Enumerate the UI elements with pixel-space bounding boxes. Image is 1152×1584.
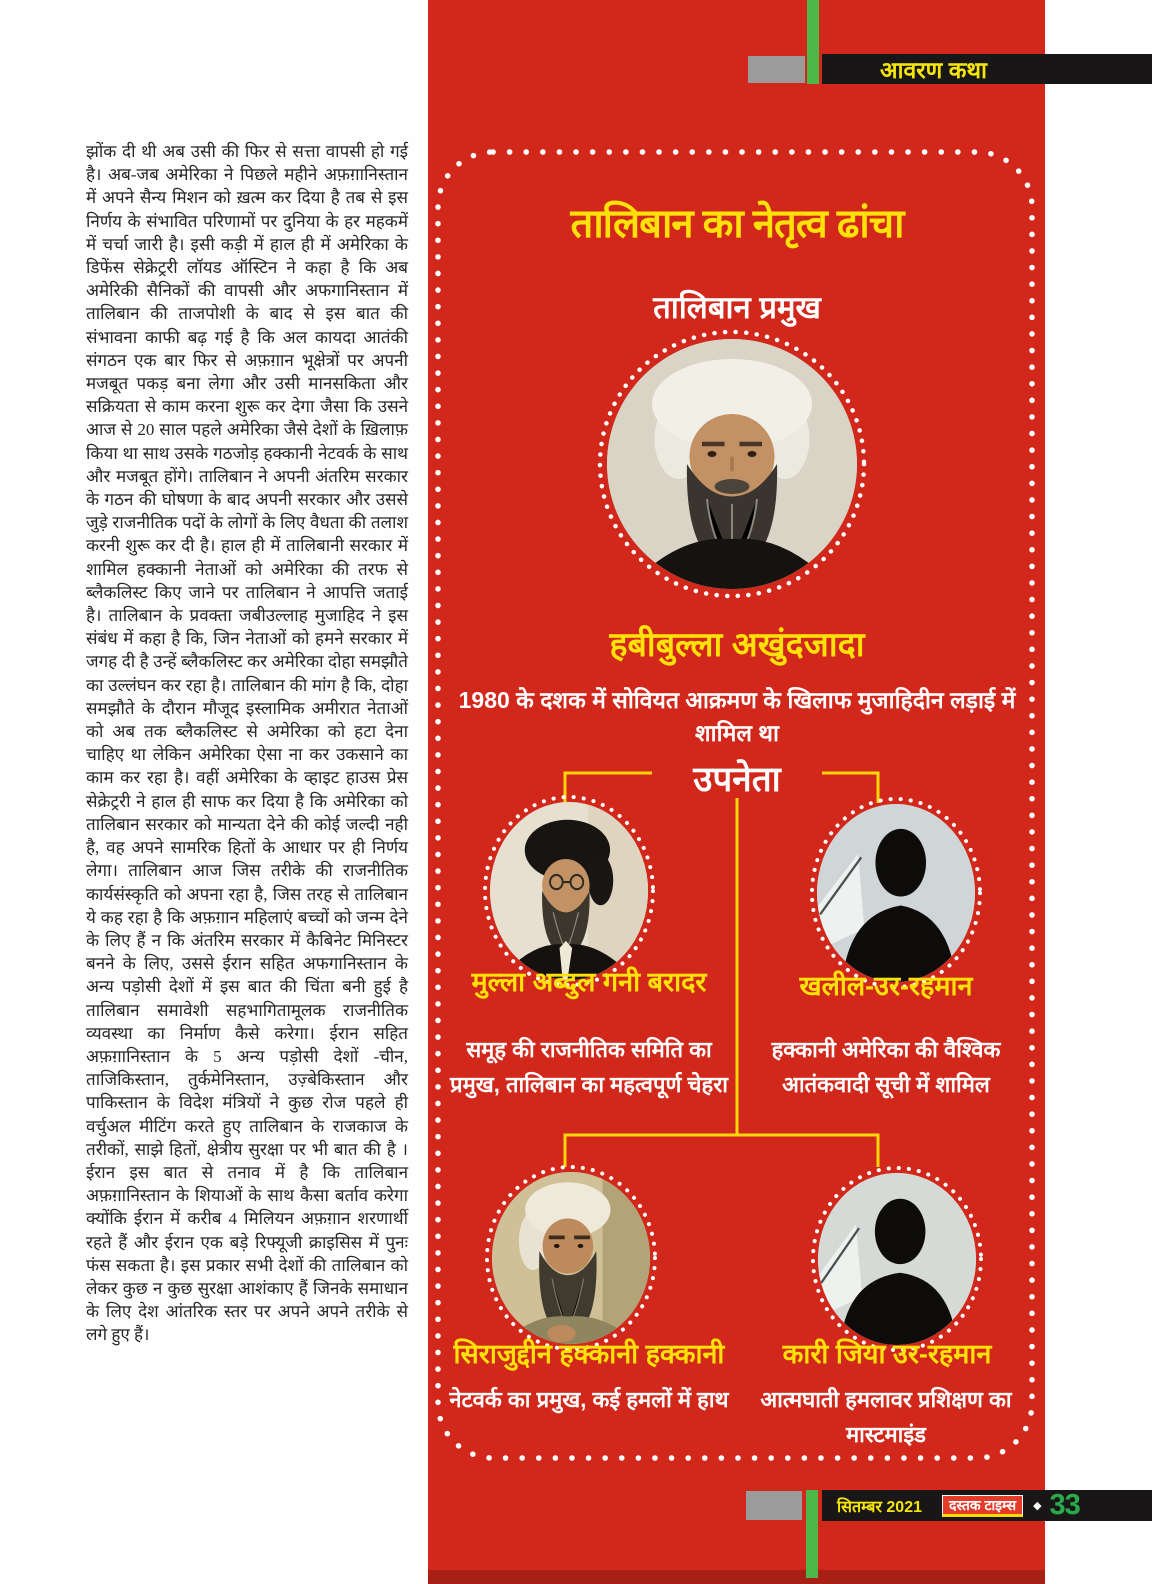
chief-name: हबीबुल्ला अखुंदजादा: [609, 626, 865, 664]
sirajuddin-haqqani-portrait: [492, 1172, 650, 1344]
article-paragraph: झोंक दी थी अब उसी की फिर से सत्ता वापसी हो गई है। अब-जब अमेरिका ने पिछले महीने अफ़ग़ानिस्तान में अपने सैन्य मिशन को ख़त्म कर दिया है तब से इस निर्णय के संभावित परिणामों पर दुनिया के हर महकमें में चर्चा जारी है। इसी कड़ी में हाल ही में अमेरिका के डिफेंस सेक्रेट्ररी लॉयड ऑस्टिन ने कहा है कि अब अमेरिकी सैनिकों की वापसी और अफगानिस्तान में तालिबान की ताजपोशी के बाद से इस बात की संभावना काफी बढ़ गई है कि अल कायदा आतंकी संगठन एक बार फिर से अफ़ग़ान भूक्षेत्रों पर अपनी मजबूत पकड़ बना लेगा और उसी मानसकिता और सक्रियता से काम करना शुरू कर देगा जैसा कि उसने आज से 20 साल पहले अमेरिका जैसे देशों के ख़िलाफ़ किया था साथ उसके गठजोड़ हक्कानी नेटवर्क के साथ और मजबूत होंगे। तालिबान ने अपनी अंतरिम सरकार के गठन की घोषणा के बाद अपनी सरकार और उससे जुड़े राजनीतिक पदों के लोगों के लिए वैधता की तलाश करनी शुरू कर दी है। हाल ही में तालिबानी सरकार में शामिल हक्कानी नेताओं को अमेरिका की तरफ से ब्लैकलिस्ट किए जाने पर तालिबान ने आपत्ति जताई है। तालिबान के प्रवक्ता जबीउल्लाह मुजाहिद ने इस संबंध में कहा है कि, जिन नेताओं को हमने सरकार में जगह दी है उन्हें ब्लैकलिस्ट कर अमेरिका दोहा समझौते का उल्लंघन कर रहा है। तालिबान की मांग है कि, दोहा समझौते के दौरान मौजूद इस्लामिक अमीरात नेताओं को अब तक ब्लैकलिस्ट से अमेरिका को हटा देना चाहिए था लेकिन अमेरिका ऐसा ना कर उकसाने का काम कर रहा है। वहीं अमेरिका के व्हाइट हाउस प्रेस सेक्रेट्ररी ने हाल ही साफ कर दिया है कि अमेरिका को तालिबान सरकार को मान्यता देने की कोई जल्दी नही है, वह अपने सामरिक हितों के आधार पर ही निर्णय लेगा। तालिबान आज जिस तरीके की राजनीतिक कार्यसंस्कृति को अपना रहा है, जिस तरह से तालिबान ये कह रहा है कि अफ़ग़ान महिलाएं बच्चों को जन्म देने के लिए हैं न कि अंतरिम सरकार में कैबिनेट मिनिस्टर बनने के लिए, उससे ईरान सहित अफगानिस्तान के अन्य पड़ोसी देशों में इस बात की चिंता बनी हुई है तालिबान समावेशी सहभागितामूलक राजनीतिक व्यवस्था का निर्माण कैसे करेगा। ईरान सहित अफ़ग़ानिस्तान के 5 अन्य पड़ोसी देशों -चीन, ताजिकिस्तान, तुर्कमेनिस्तान, उज़्बेकिस्तान और पाकिस्तान के विदेश मंत्रियों ने कुछ रोज पहले ही वर्चुअल मीटिंग करते हुए तालिबान के राजकाज के तरीकों, साझे हितों, क्षेत्रीय सुरक्षा पर भी बात की है । ईरान इस बात से तनाव में है कि तालिबान अफ़ग़ानिस्तान के शियाओं के साथ कैसा बर्ताव करेगा क्योंकि ईरान में करीब 4 मिलियन अफ़ग़ान शरणार्थी रहते हैं और ईरान एक बड़े रिफ्यूजी क्राइसिस में पुनः फंस सकता है। इस प्रकार सभी देशों की तालिबान को लेकर कुछ न कुछ सुरक्षा आशंकाए हैं जिनके समाधान के लिए देश आंतरिक स्तर पर अपने अपने तरीके से लगे हुए हैं।: [86, 142, 408, 1345]
chief-section-label: तालिबान प्रमुख: [653, 290, 821, 325]
deputy-description: हक्कानी अमेरिका की वैश्विक आतंकवादी सूची में शामिल: [771, 1037, 1001, 1097]
deputy-description: नेटवर्क का प्रमुख, कई हमलों में हाथ: [449, 1387, 729, 1412]
header-black-bar: [822, 54, 1152, 84]
footer-green-stripe: [806, 1490, 818, 1578]
silhouette-portrait: [817, 804, 975, 982]
panel-bottom-shade: [428, 1570, 1045, 1584]
silhouette-portrait: [818, 1173, 976, 1345]
habibullah-akhundzada-portrait: [607, 339, 857, 589]
deputy-name: खलील-उर-रहमान: [799, 971, 973, 1001]
footer-black-bar: [822, 1490, 1152, 1521]
photo-khalil-ur-rahman: [807, 794, 985, 992]
photo-sirajuddin-haqqani: [482, 1162, 660, 1354]
deputy-name: सिराजुद्दीन हक्कानी हक्कानी: [453, 1339, 725, 1369]
deputy-description: समूह की राजनीतिक समिति का प्रमुख, तालिबान का महत्वपूर्ण चेहरा: [450, 1037, 728, 1097]
chief-description: 1980 के दशक में सोवियत आक्रमण के खिलाफ मुजाहिदीन लड़ाई में शामिल था: [458, 687, 1016, 746]
mullah-baradar-portrait: [490, 802, 648, 980]
article-body-column: [86, 140, 408, 1347]
photo-habibullah-akhundzada: [595, 327, 869, 601]
photo-qari-zia-ur-rahman: [808, 1163, 986, 1355]
infographic-title: तालिबान का नेतृत्व ढांचा: [570, 202, 904, 246]
footer-gray-block: [746, 1491, 802, 1520]
deputy-description: आत्मघाती हमलावर प्रशिक्षण का मास्टमाइंड: [760, 1387, 1012, 1447]
deputy-name: मुल्ला अब्दुल गनी बरादर: [471, 967, 707, 997]
header-gray-block: [748, 56, 805, 83]
magazine-logo: दस्तक टाइम्स: [942, 1495, 1023, 1517]
section-label: आवरण कथा: [879, 57, 988, 83]
deputies-section-label: उपनेता: [693, 760, 781, 799]
page-number: 33: [1049, 1489, 1080, 1521]
diamond-icon: ◆: [1033, 1500, 1042, 1512]
photo-mullah-baradar: [480, 792, 658, 990]
deputy-name: कारी जिया उर-रहमान: [782, 1339, 992, 1369]
issue-date: सितम्बर 2021: [837, 1498, 922, 1516]
header-green-stripe: [807, 0, 819, 84]
